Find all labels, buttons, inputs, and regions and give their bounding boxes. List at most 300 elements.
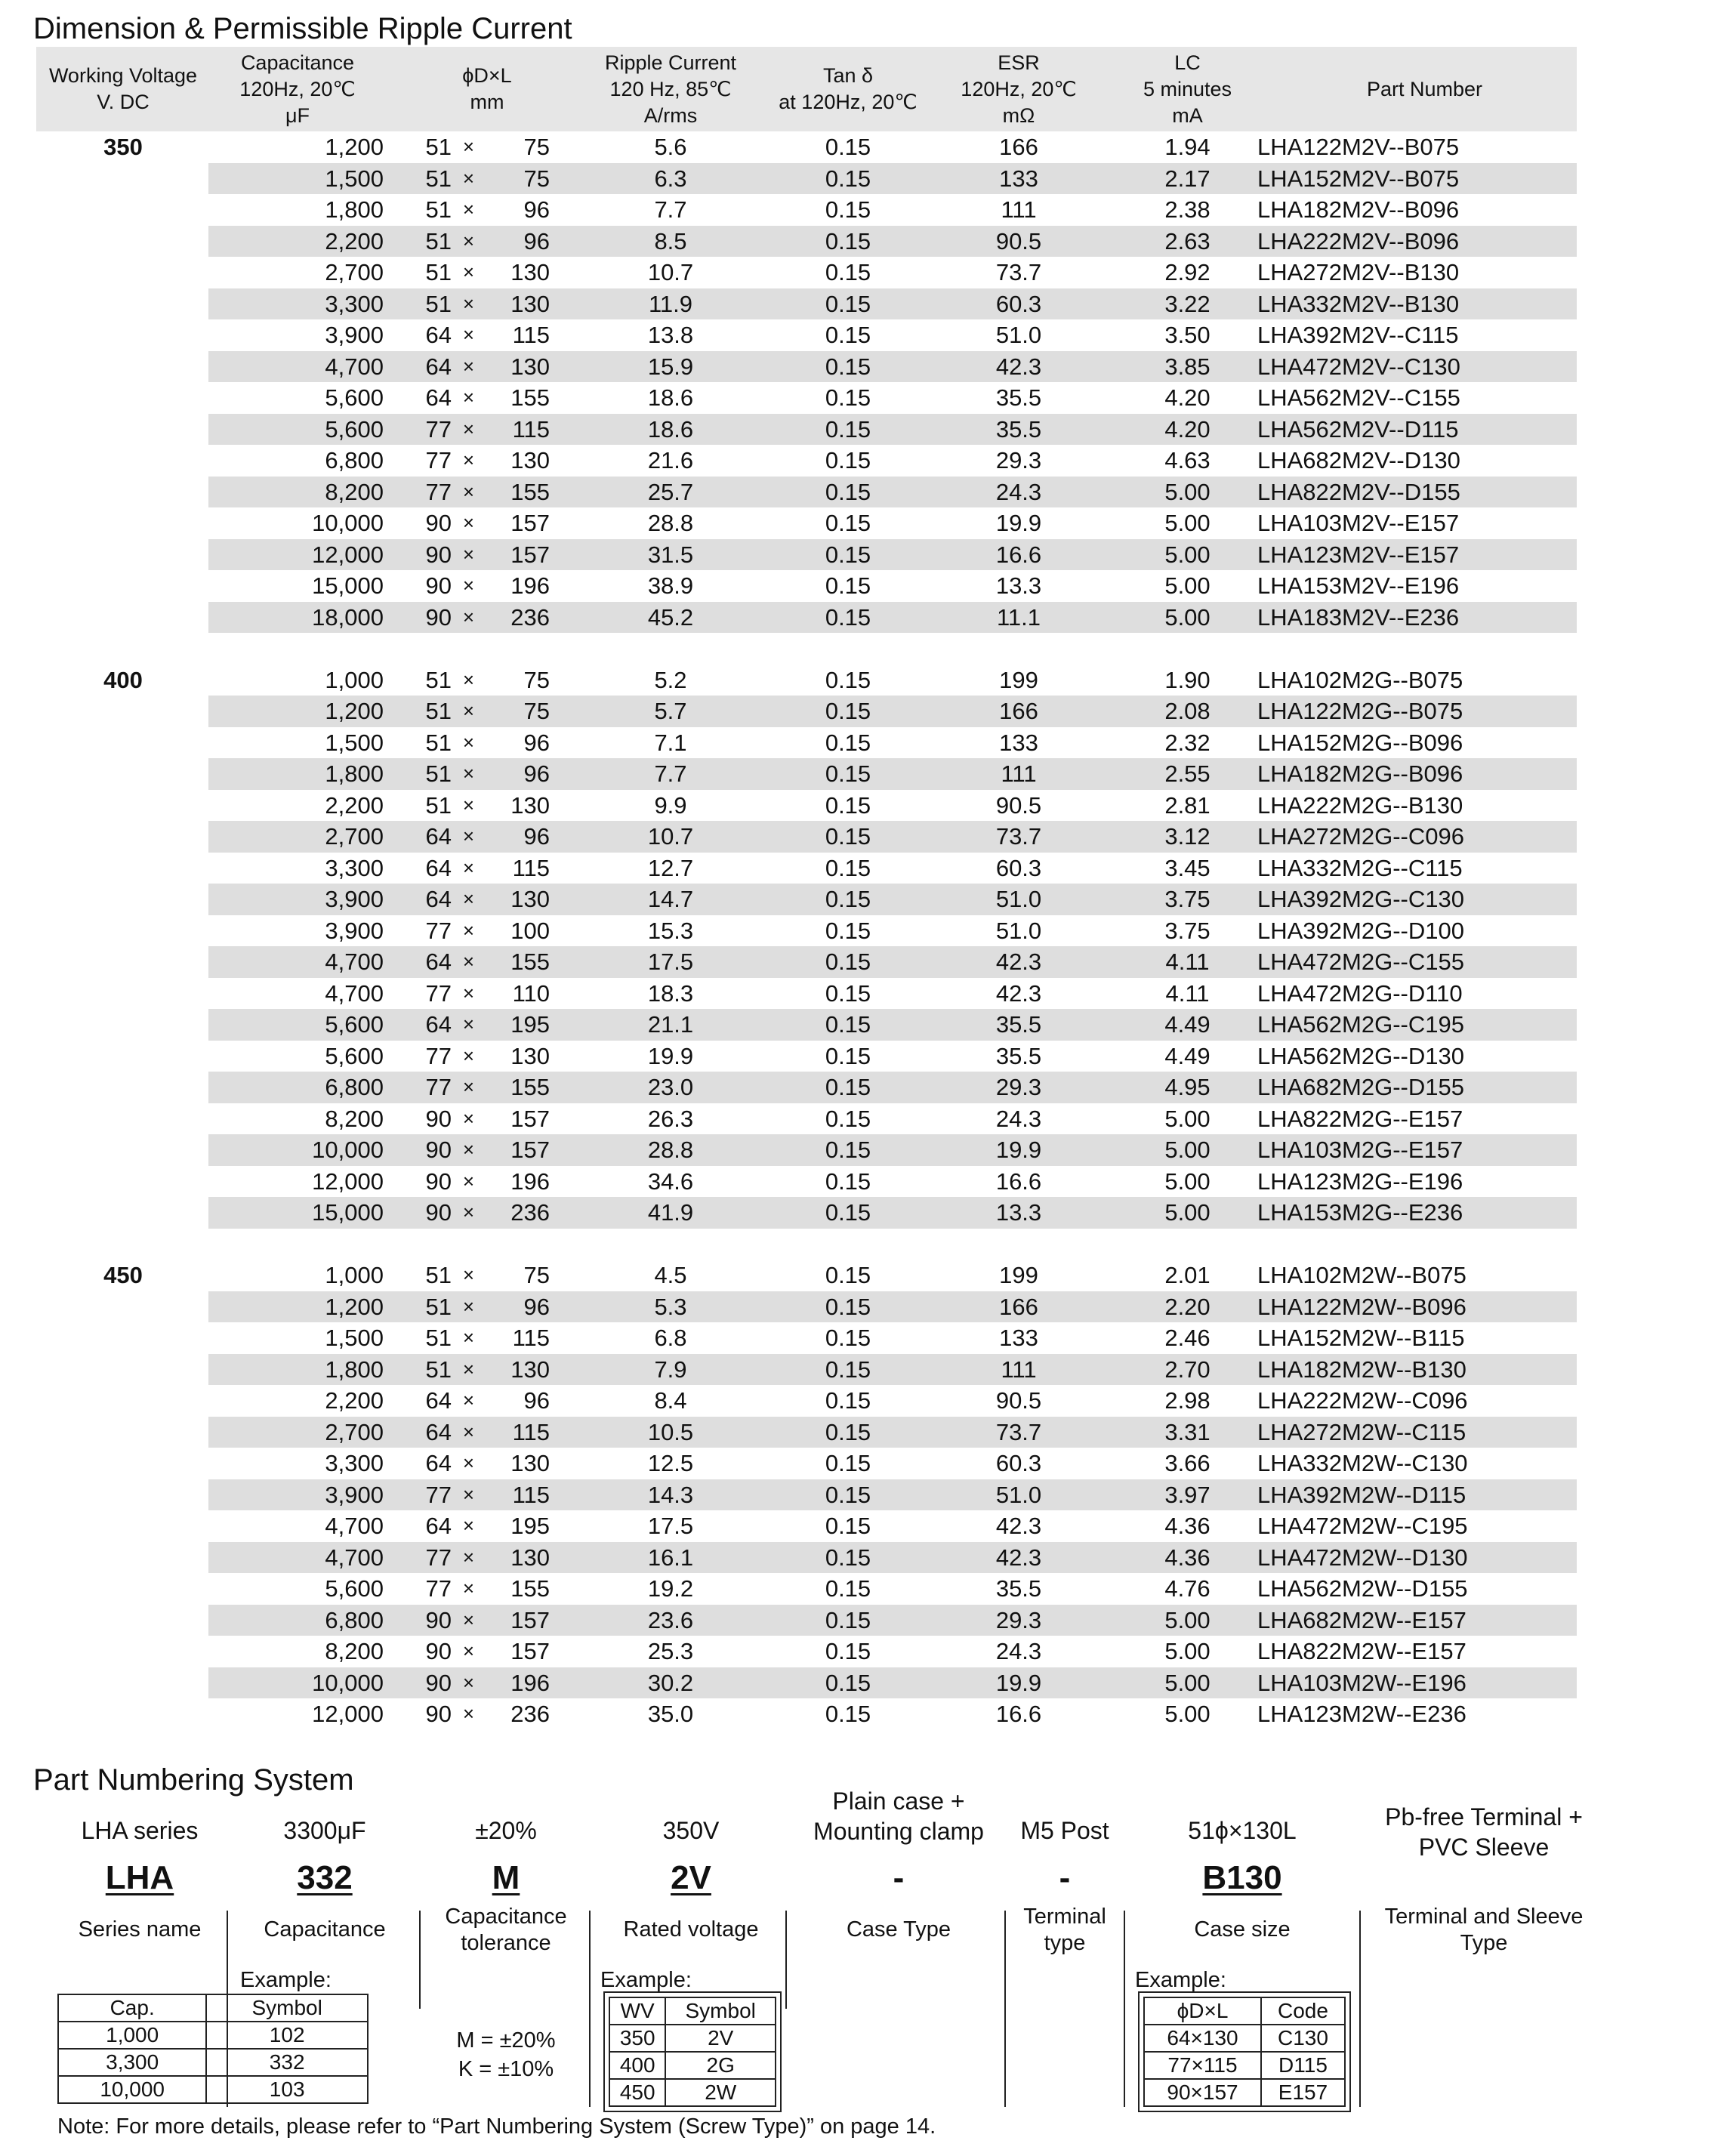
length-cell: 115 <box>512 1481 550 1508</box>
lc-cell: 1.90 <box>1164 666 1211 693</box>
capacitance-cell: 2,700 <box>325 259 384 285</box>
tan-delta-cell: 0.15 <box>825 1105 871 1132</box>
pn-code-tolerance: M <box>492 1859 520 1896</box>
voltage-group-label: 450 <box>103 1262 143 1288</box>
lc-cell: 3.97 <box>1164 1481 1211 1508</box>
capacitance-cell: 10,000 <box>312 1137 384 1163</box>
part-number-cell: LHA332M2V--B130 <box>1257 290 1460 317</box>
esr-cell: 24.3 <box>995 1105 1042 1132</box>
diameter-cell: 77 <box>425 917 452 944</box>
length-cell: 75 <box>523 666 550 693</box>
ripple-current-cell: 10.5 <box>647 1418 694 1445</box>
lc-cell: 2.55 <box>1164 760 1211 787</box>
esr-cell: 29.3 <box>995 1606 1042 1633</box>
lc-cell: 5.00 <box>1164 572 1211 599</box>
times-symbol: × <box>462 887 475 910</box>
table-row <box>609 2052 776 2079</box>
ripple-current-cell: 18.6 <box>647 384 694 411</box>
table-cell: 2V <box>665 2025 776 2052</box>
diameter-cell: 51 <box>425 165 452 192</box>
divider <box>1124 1911 1125 2107</box>
table-row <box>36 1103 1577 1135</box>
diameter-cell: 90 <box>425 1137 452 1163</box>
diameter-cell: 64 <box>425 948 452 975</box>
lc-cell: 3.66 <box>1164 1450 1211 1476</box>
capacitance-cell: 5,600 <box>325 1042 384 1069</box>
table-row <box>36 727 1577 759</box>
times-symbol: × <box>462 354 475 378</box>
tan-delta-cell: 0.15 <box>825 791 871 819</box>
lc-cell: 2.46 <box>1164 1325 1211 1351</box>
capacitance-cell: 3,300 <box>325 290 384 317</box>
length-cell: 236 <box>510 1199 550 1226</box>
table-row <box>36 1072 1577 1103</box>
ripple-current-cell: 15.3 <box>647 917 694 944</box>
length-cell: 75 <box>523 134 550 160</box>
capacitance-cell: 10,000 <box>312 510 384 536</box>
part-number-cell: LHA332M2G--C115 <box>1257 854 1463 881</box>
part-number-cell: LHA562M2G--C195 <box>1257 1011 1464 1038</box>
esr-cell: 35.5 <box>995 1575 1042 1602</box>
esr-cell: 35.5 <box>995 1011 1042 1038</box>
divider <box>1004 1911 1006 2107</box>
part-number-cell: LHA562M2V--C155 <box>1257 384 1460 411</box>
diameter-cell: 51 <box>425 196 452 223</box>
table-header-cell: Symbol <box>206 1994 368 2022</box>
length-cell: 195 <box>510 1011 550 1038</box>
table-row <box>36 257 1577 288</box>
esr-cell: 19.9 <box>995 1669 1042 1696</box>
part-number-cell: LHA123M2V--E157 <box>1257 541 1460 568</box>
length-cell: 96 <box>523 227 550 254</box>
header-esr: ESR 120Hz, 20℃ mΩ <box>961 51 1077 127</box>
times-symbol: × <box>462 1389 475 1411</box>
tan-delta-cell: 0.15 <box>825 290 871 317</box>
diameter-cell: 51 <box>425 791 452 819</box>
length-cell: 96 <box>523 729 550 756</box>
times-symbol: × <box>462 135 475 158</box>
part-number-cell: LHA182M2G--B096 <box>1257 760 1463 787</box>
pn-code-voltage: 2V <box>671 1859 711 1896</box>
pn-name-tolerance: Capacitance tolerance <box>445 1905 567 1955</box>
part-number-cell: LHA562M2W--D155 <box>1257 1575 1468 1602</box>
table-row <box>36 1448 1577 1479</box>
ripple-current-cell: 12.5 <box>647 1450 694 1476</box>
capacitance-cell: 8,200 <box>325 1105 384 1132</box>
pn-name-terminal: Terminal type <box>1023 1905 1106 1955</box>
capacitance-cell: 3,900 <box>325 1481 384 1508</box>
ripple-current-cell: 5.3 <box>654 1293 687 1320</box>
table-row <box>36 1479 1577 1511</box>
tan-delta-cell: 0.15 <box>825 1450 871 1476</box>
footnote: Note: For more details, please refer to “Part Numbering System (Screw Type)” on page 14. <box>57 2114 936 2139</box>
part-number-cell: LHA122M2W--B096 <box>1257 1293 1466 1320</box>
times-symbol: × <box>462 1545 475 1568</box>
capacitance-cell: 8,200 <box>325 478 384 505</box>
diameter-cell: 51 <box>425 760 452 787</box>
esr-cell: 13.3 <box>995 1199 1042 1226</box>
tan-delta-cell: 0.15 <box>825 541 871 568</box>
times-symbol: × <box>462 1294 475 1318</box>
lc-cell: 5.00 <box>1164 1105 1211 1132</box>
table-header <box>36 47 1577 131</box>
capacitance-cell: 8,200 <box>325 1638 384 1664</box>
tan-delta-cell: 0.15 <box>825 1606 871 1633</box>
lc-cell: 5.00 <box>1164 541 1211 568</box>
table-cell: C130 <box>1261 2025 1345 2052</box>
ripple-current-cell: 23.6 <box>647 1606 694 1633</box>
lc-cell: 2.70 <box>1164 1356 1211 1383</box>
times-symbol: × <box>462 950 475 973</box>
esr-cell: 60.3 <box>995 1450 1042 1476</box>
diameter-cell: 64 <box>425 384 452 411</box>
table-cell: 400 <box>609 2052 665 2079</box>
diameter-cell: 51 <box>425 1293 452 1320</box>
tan-delta-cell: 0.15 <box>825 1544 871 1571</box>
voltage-group-label: 350 <box>103 134 143 160</box>
esr-cell: 111 <box>1001 760 1037 787</box>
part-number-cell: LHA182M2W--B130 <box>1257 1356 1466 1383</box>
esr-cell: 42.3 <box>995 948 1042 975</box>
tan-delta-cell: 0.15 <box>825 854 871 881</box>
capacitance-cell: 6,800 <box>325 447 384 473</box>
esr-cell: 166 <box>999 134 1038 160</box>
length-cell: 115 <box>512 854 550 881</box>
table-row <box>36 163 1577 195</box>
tan-delta-cell: 0.15 <box>825 948 871 975</box>
ripple-current-cell: 10.7 <box>647 823 694 850</box>
ripple-current-cell: 14.7 <box>647 886 694 912</box>
ripple-current-cell: 18.3 <box>647 979 694 1007</box>
length-cell: 157 <box>510 1105 550 1132</box>
capacitance-cell: 3,900 <box>325 917 384 944</box>
length-cell: 115 <box>512 1418 550 1445</box>
table-row <box>609 2025 776 2052</box>
diameter-cell: 77 <box>425 1481 452 1508</box>
dimension-ripple-table <box>36 47 1577 1761</box>
table-header-cell: Symbol <box>665 1997 776 2025</box>
esr-cell: 24.3 <box>995 1638 1042 1664</box>
capacitance-cell: 4,700 <box>325 1513 384 1539</box>
lc-cell: 5.00 <box>1164 1167 1211 1195</box>
capacitance-cell: 1,200 <box>325 698 384 724</box>
tan-delta-cell: 0.15 <box>825 415 871 443</box>
pn-top-series: LHA series <box>81 1817 199 1844</box>
part-number-cell: LHA392M2G--C130 <box>1257 886 1464 912</box>
times-symbol: × <box>462 1138 475 1161</box>
esr-cell: 35.5 <box>995 1042 1042 1069</box>
part-number-cell: LHA822M2V--D155 <box>1257 478 1460 505</box>
esr-cell: 90.5 <box>995 1387 1042 1414</box>
pn-top-case: Plain case + Mounting clamp <box>813 1787 984 1845</box>
ripple-current-cell: 6.8 <box>654 1325 687 1351</box>
part-number-cell: LHA472M2W--C195 <box>1257 1513 1468 1539</box>
times-symbol: × <box>462 1326 475 1349</box>
table-row <box>36 758 1577 790</box>
esr-cell: 111 <box>1001 1356 1037 1383</box>
lc-cell: 3.50 <box>1164 322 1211 348</box>
esr-cell: 51.0 <box>995 322 1042 348</box>
capacitance-cell: 12,000 <box>312 541 384 568</box>
times-symbol: × <box>462 1451 475 1474</box>
capacitance-cell: 1,800 <box>325 760 384 787</box>
table-row <box>36 1354 1577 1386</box>
tan-delta-cell: 0.15 <box>825 1575 871 1602</box>
part-number-cell: LHA222M2W--C096 <box>1257 1387 1468 1414</box>
capacitance-cell: 1,000 <box>325 1262 384 1288</box>
esr-cell: 60.3 <box>995 290 1042 317</box>
table-row <box>36 1573 1577 1605</box>
diameter-cell: 77 <box>425 1575 452 1602</box>
esr-cell: 24.3 <box>995 478 1042 505</box>
capacitance-cell: 1,000 <box>325 666 384 693</box>
table-row <box>36 414 1577 446</box>
diameter-cell: 77 <box>425 1544 452 1571</box>
pn-code-series: LHA <box>105 1859 174 1896</box>
part-number-cell: LHA122M2G--B075 <box>1257 698 1463 724</box>
table-row <box>36 1322 1577 1354</box>
length-cell: 75 <box>523 1262 550 1288</box>
times-symbol: × <box>462 1263 475 1286</box>
ripple-current-cell: 6.3 <box>654 165 687 192</box>
times-symbol: × <box>462 542 475 566</box>
times-symbol: × <box>462 574 475 597</box>
part-number-cell: LHA123M2W--E236 <box>1257 1701 1466 1727</box>
ripple-current-cell: 38.9 <box>647 572 694 599</box>
lc-cell: 2.98 <box>1164 1387 1211 1414</box>
diameter-cell: 51 <box>425 134 452 160</box>
length-cell: 195 <box>510 1513 550 1539</box>
tan-delta-cell: 0.15 <box>825 322 871 348</box>
table-row <box>36 790 1577 822</box>
esr-cell: 133 <box>999 165 1038 192</box>
times-symbol: × <box>462 918 475 942</box>
table-row <box>36 570 1577 602</box>
length-cell: 130 <box>510 886 550 912</box>
times-symbol: × <box>462 1514 475 1537</box>
ripple-current-cell: 7.7 <box>654 196 687 223</box>
diameter-cell: 90 <box>425 1199 452 1226</box>
tan-delta-cell: 0.15 <box>825 1701 871 1727</box>
part-number-cell: LHA222M2V--B096 <box>1257 227 1460 254</box>
length-cell: 130 <box>510 1356 550 1383</box>
tan-delta-cell: 0.15 <box>825 1638 871 1664</box>
lc-cell: 2.17 <box>1164 165 1211 192</box>
tan-delta-cell: 0.15 <box>825 134 871 160</box>
tan-delta-cell: 0.15 <box>825 729 871 756</box>
ripple-current-cell: 28.8 <box>647 1137 694 1163</box>
lc-cell: 5.00 <box>1164 603 1211 631</box>
esr-cell: 51.0 <box>995 886 1042 912</box>
tan-delta-cell: 0.15 <box>825 1387 871 1414</box>
tan-delta-cell: 0.15 <box>825 165 871 192</box>
voltage-group-label: 400 <box>103 666 143 693</box>
header-ripple-current: Ripple Current 120 Hz, 85℃ A/rms <box>604 51 737 127</box>
table-row <box>58 2049 368 2076</box>
esr-cell: 11.1 <box>996 603 1041 631</box>
table-row <box>36 1605 1577 1636</box>
lc-cell: 3.12 <box>1164 823 1211 850</box>
times-symbol: × <box>462 762 475 785</box>
length-cell: 96 <box>523 823 550 850</box>
part-number-cell: LHA123M2G--E196 <box>1257 1167 1463 1195</box>
times-symbol: × <box>462 1169 475 1192</box>
table-row <box>36 821 1577 853</box>
times-symbol: × <box>462 605 475 628</box>
capacitance-cell: 6,800 <box>325 1074 384 1100</box>
capacitance-cell: 5,600 <box>325 384 384 411</box>
times-symbol: × <box>462 417 475 440</box>
part-number-cell: LHA153M2G--E236 <box>1257 1199 1463 1226</box>
capacitance-cell: 3,900 <box>325 886 384 912</box>
lc-cell: 2.81 <box>1164 791 1211 819</box>
tan-delta-cell: 0.15 <box>825 1481 871 1508</box>
table-row <box>36 288 1577 320</box>
part-number-cell: LHA272M2G--C096 <box>1257 823 1464 850</box>
pn-name-case-size: Case size <box>1194 1917 1291 1942</box>
times-symbol: × <box>462 1013 475 1035</box>
esr-cell: 35.5 <box>995 384 1042 411</box>
part-number-cell: LHA392M2G--D100 <box>1257 917 1464 944</box>
tan-delta-cell: 0.15 <box>825 1356 871 1383</box>
diameter-cell: 77 <box>425 1074 452 1100</box>
pn-name-sleeve: Terminal and Sleeve Type <box>1384 1905 1584 1955</box>
part-number-cell: LHA152M2G--B096 <box>1257 729 1463 756</box>
diameter-cell: 64 <box>425 353 452 380</box>
length-cell: 96 <box>523 1387 550 1414</box>
part-number-cell: LHA392M2V--C115 <box>1257 322 1459 348</box>
capacitance-cell: 1,500 <box>325 1325 384 1351</box>
diameter-cell: 51 <box>425 1262 452 1288</box>
lc-cell: 1.94 <box>1164 134 1211 160</box>
diameter-cell: 51 <box>425 290 452 317</box>
pn-code-case-size: B130 <box>1202 1859 1282 1896</box>
length-cell: 130 <box>510 290 550 317</box>
table-row <box>36 131 1577 163</box>
table-row <box>36 1542 1577 1574</box>
divider <box>589 1911 591 2107</box>
part-number-cell: LHA472M2W--D130 <box>1257 1544 1468 1571</box>
table-header-cell: Cap. <box>58 1994 206 2022</box>
lc-cell: 2.63 <box>1164 227 1211 254</box>
capacitance-cell: 3,300 <box>325 1450 384 1476</box>
table-cell: 10,000 <box>58 2076 206 2103</box>
part-number-cell: LHA682M2G--D155 <box>1257 1074 1464 1100</box>
times-symbol: × <box>462 1106 475 1130</box>
diameter-cell: 51 <box>425 259 452 285</box>
lc-cell: 2.38 <box>1164 196 1211 223</box>
table-cell: 102 <box>206 2022 368 2049</box>
length-cell: 155 <box>510 1074 550 1100</box>
diameter-cell: 51 <box>425 1325 452 1351</box>
lc-cell: 4.11 <box>1165 979 1210 1007</box>
tan-delta-cell: 0.15 <box>825 196 871 223</box>
capacitance-cell: 1,800 <box>325 196 384 223</box>
ripple-current-cell: 8.4 <box>654 1387 687 1414</box>
part-number-cell: LHA103M2V--E157 <box>1257 510 1460 536</box>
length-cell: 96 <box>523 1293 550 1320</box>
ripple-current-cell: 11.9 <box>648 290 693 317</box>
example-label-voltage: Example: <box>600 1968 692 1992</box>
ripple-current-cell: 19.9 <box>647 1042 694 1069</box>
diameter-cell: 64 <box>425 1513 452 1539</box>
times-symbol: × <box>462 480 475 503</box>
pn-top-capacitance: 3300μF <box>283 1817 366 1844</box>
lc-cell: 3.85 <box>1164 353 1211 380</box>
table-row <box>36 477 1577 508</box>
ripple-current-cell: 14.3 <box>647 1481 694 1508</box>
table-cell: 2W <box>665 2079 776 2106</box>
tan-delta-cell: 0.15 <box>825 384 871 411</box>
ripple-current-cell: 9.9 <box>654 791 687 819</box>
lc-cell: 3.75 <box>1164 886 1211 912</box>
times-symbol: × <box>462 981 475 1004</box>
part-number-cell: LHA472M2V--C130 <box>1257 353 1460 380</box>
diameter-cell: 51 <box>425 729 452 756</box>
diameter-cell: 64 <box>425 823 452 850</box>
table-row <box>36 319 1577 351</box>
tolerance-codes: M = ±20% K = ±10% <box>456 2028 556 2081</box>
tan-delta-cell: 0.15 <box>825 259 871 285</box>
esr-cell: 35.5 <box>995 415 1042 443</box>
table-row <box>1144 2079 1345 2106</box>
diameter-cell: 64 <box>425 886 452 912</box>
times-symbol: × <box>462 449 475 471</box>
times-symbol: × <box>462 1201 475 1223</box>
times-symbol: × <box>462 323 475 346</box>
length-cell: 130 <box>510 1544 550 1571</box>
pn-code-terminal: - <box>1059 1859 1071 1896</box>
part-number-cell: LHA562M2G--D130 <box>1257 1042 1464 1069</box>
tan-delta-cell: 0.15 <box>825 1418 871 1445</box>
ripple-current-cell: 28.8 <box>647 510 694 536</box>
tan-delta-cell: 0.15 <box>825 823 871 850</box>
table-cell: D115 <box>1261 2052 1345 2079</box>
ripple-current-cell: 30.2 <box>647 1669 694 1696</box>
times-symbol: × <box>462 229 475 252</box>
capacitance-cell: 2,200 <box>325 791 384 819</box>
table-row <box>36 884 1577 915</box>
length-cell: 155 <box>510 478 550 505</box>
pn-name-voltage: Rated voltage <box>623 1917 759 1942</box>
diameter-cell: 64 <box>425 322 452 348</box>
ripple-current-cell: 12.7 <box>647 854 694 881</box>
table-cell: 332 <box>206 2049 368 2076</box>
esr-cell: 19.9 <box>995 510 1042 536</box>
capacitance-cell: 5,600 <box>325 1575 384 1602</box>
diameter-cell: 90 <box>425 1606 452 1633</box>
ripple-current-cell: 41.9 <box>647 1199 694 1226</box>
tan-delta-cell: 0.15 <box>825 698 871 724</box>
lc-cell: 3.22 <box>1164 290 1211 317</box>
length-cell: 130 <box>510 447 550 473</box>
table-row <box>36 946 1577 978</box>
esr-cell: 133 <box>999 729 1038 756</box>
table-cell: 103 <box>206 2076 368 2103</box>
table-row <box>36 1041 1577 1072</box>
table-row <box>36 1166 1577 1198</box>
length-cell: 236 <box>510 1701 550 1727</box>
part-number-cell: LHA332M2W--C130 <box>1257 1450 1468 1476</box>
part-number-cell: LHA682M2V--D130 <box>1257 447 1460 473</box>
diameter-cell: 90 <box>425 1105 452 1132</box>
table-row <box>36 1636 1577 1667</box>
capacitance-cell: 15,000 <box>312 1199 384 1226</box>
ripple-current-cell: 4.5 <box>654 1262 687 1288</box>
times-symbol: × <box>462 856 475 879</box>
tan-delta-cell: 0.15 <box>825 478 871 505</box>
pn-code-capacitance: 332 <box>297 1859 353 1896</box>
